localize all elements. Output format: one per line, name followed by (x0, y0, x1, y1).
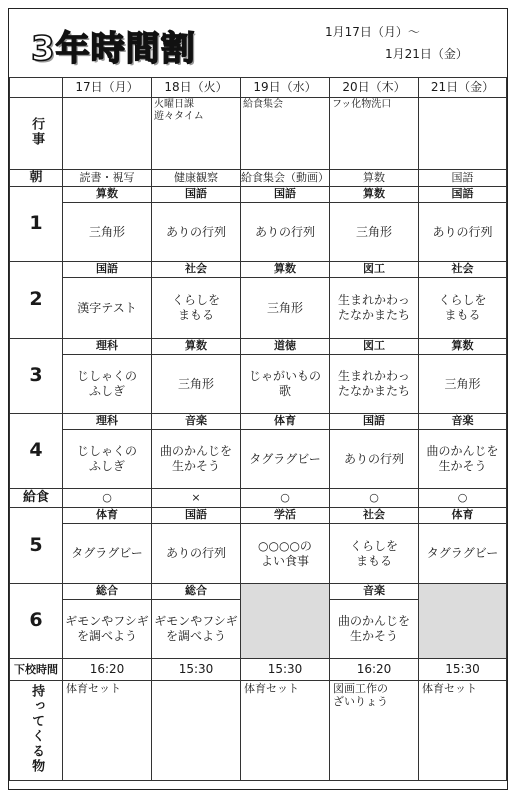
date-range-end: 1月21日（金） (385, 47, 468, 61)
lesson-content: じしゃくの ふしぎ (76, 369, 137, 399)
row-label-morning (10, 170, 63, 187)
subject-label: 算数 (241, 262, 329, 278)
row-label-morning-text: 朝 (29, 170, 43, 185)
lesson-content: ありの行列 (432, 224, 493, 239)
period-cell (330, 414, 419, 489)
lesson-content: 曲のかんじを 生かそう (337, 614, 410, 644)
morning-cell: 国語 (419, 170, 507, 187)
subject-label: 国語 (330, 414, 418, 430)
period-cell-body (152, 339, 240, 413)
row-label-bring-text: 持ってくる物 (29, 683, 45, 774)
period-cell (63, 508, 152, 584)
subject-label: 算数 (330, 187, 418, 203)
lesson-content: じしゃくの ふしぎ (76, 444, 137, 474)
table-row (10, 659, 507, 681)
subject-label: 音楽 (419, 414, 506, 430)
period-cell (419, 584, 507, 659)
period-cell (241, 262, 330, 339)
period-cell (63, 414, 152, 489)
row-label-p3-text: 3 (29, 364, 43, 387)
subject-label: 国語 (241, 187, 329, 203)
row-label-bring (10, 681, 63, 781)
lesson-content: くらしを まもる (349, 538, 398, 568)
event-cell: 給食集会 (241, 98, 330, 170)
subject-label: 理科 (63, 414, 151, 430)
subject-label: 音楽 (152, 414, 240, 430)
table-row (10, 262, 507, 339)
period-cell-body (63, 584, 151, 658)
morning-cell: 算数 (330, 170, 419, 187)
period-cell (330, 339, 419, 414)
row-label-p5-text: 5 (29, 533, 43, 556)
lesson-content: 三角形 (266, 300, 303, 315)
subject-label: 総合 (152, 584, 240, 600)
period-cell-body (330, 339, 418, 413)
day-header: 17日（月） (63, 78, 152, 98)
row-label-p6 (10, 584, 63, 659)
lesson-content: 曲のかんじを 生かそう (159, 444, 232, 474)
subject-label: 図工 (330, 262, 418, 278)
corner-cell (10, 78, 63, 98)
day-header: 19日（水） (241, 78, 330, 98)
period-cell (419, 339, 507, 414)
period-cell (152, 339, 241, 414)
subject-label: 国語 (63, 262, 151, 278)
period-cell-body (330, 414, 418, 488)
lesson-content: タグラグビー (249, 451, 321, 466)
bring-cell: 体育セット (63, 681, 152, 781)
lesson-content: 曲のかんじを 生かそう (426, 444, 499, 474)
period-cell (152, 584, 241, 659)
lesson-content: ギモンやフシギ を調べよう (65, 614, 149, 644)
period-cell-body (63, 187, 151, 261)
lesson-content: くらしを まもる (171, 293, 220, 323)
morning-cell: 読書・視写 (63, 170, 152, 187)
lesson-content: じゃがいもの 歌 (248, 369, 321, 399)
subject-label: 国語 (419, 187, 506, 203)
period-cell-body (241, 414, 329, 488)
day-header: 21日（金） (419, 78, 507, 98)
period-cell (63, 187, 152, 262)
row-label-p6-text: 6 (29, 609, 43, 632)
dismissal-time: 15:30 (241, 659, 330, 681)
subject-label: 体育 (419, 508, 506, 524)
lesson-content: ありの行列 (343, 451, 404, 466)
table-row (10, 681, 507, 781)
period-cell-body (63, 508, 151, 583)
bring-cell: 体育セット (241, 681, 330, 781)
lesson-content: ありの行列 (254, 224, 315, 239)
period-cell (330, 584, 419, 659)
period-cell (419, 262, 507, 339)
period-cell-body (330, 584, 418, 658)
subject-label: 社会 (419, 262, 506, 278)
lunch-cell: ○ (419, 489, 507, 508)
row-label-lunch-text: 給食 (22, 490, 49, 506)
period-cell (241, 339, 330, 414)
lesson-content: 三角形 (177, 376, 214, 391)
period-cell-body (330, 187, 418, 261)
lesson-content: くらしを まもる (438, 293, 487, 323)
table-row (10, 98, 507, 170)
period-cell (330, 508, 419, 584)
period-cell (63, 262, 152, 339)
event-cell (63, 98, 152, 170)
dismissal-time: 15:30 (419, 659, 507, 681)
period-cell (419, 187, 507, 262)
period-cell (63, 584, 152, 659)
period-cell (152, 414, 241, 489)
row-label-p1-text: 1 (29, 212, 43, 235)
period-cell-body (330, 262, 418, 338)
bring-cell (152, 681, 241, 781)
subject-label: 道徳 (241, 339, 329, 355)
lunch-cell: ○ (330, 489, 419, 508)
period-cell-body (241, 584, 329, 658)
bring-cell: 図画工作の ざいりょう (330, 681, 419, 781)
header (9, 9, 506, 77)
row-label-p4 (10, 414, 63, 489)
subject-label: 総合 (63, 584, 151, 600)
lesson-content: 三角形 (88, 224, 125, 239)
subject-label: 音楽 (330, 584, 418, 600)
period-cell-body (241, 339, 329, 413)
table-row (10, 414, 507, 489)
table-row (10, 489, 507, 508)
bring-cell: 体育セット (419, 681, 507, 781)
row-label-dismissal-text: 下校時間 (14, 662, 58, 676)
period-cell-body (63, 262, 151, 338)
row-label-p3 (10, 339, 63, 414)
day-header: 20日（木） (330, 78, 419, 98)
morning-cell: 給食集会（動画） (241, 170, 330, 187)
row-label-p5 (10, 508, 63, 584)
lesson-content: 三角形 (355, 224, 392, 239)
row-label-lunch (10, 489, 63, 508)
period-cell-body (241, 187, 329, 261)
subject-label (419, 584, 506, 599)
event-cell: フッ化物洗口 (330, 98, 419, 170)
row-label-p4-text: 4 (29, 439, 43, 462)
lunch-cell: ○ (241, 489, 330, 508)
period-cell (241, 584, 330, 659)
period-cell-body (330, 508, 418, 583)
lesson-content: ○○○○の よい食事 (258, 538, 312, 568)
period-cell-body (419, 508, 506, 583)
row-label-dismissal (10, 659, 63, 681)
period-cell (330, 262, 419, 339)
period-cell-body (152, 262, 240, 338)
day-header: 18日（火） (152, 78, 241, 98)
lunch-cell: × (152, 489, 241, 508)
subject-label: 体育 (63, 508, 151, 524)
lesson-content: 生まれかわっ たなかまたち (337, 293, 410, 323)
lunch-cell: ○ (63, 489, 152, 508)
period-cell (241, 508, 330, 584)
lesson-content: 三角形 (444, 376, 481, 391)
period-cell (152, 508, 241, 584)
period-cell-body (241, 262, 329, 338)
subject-label: 国語 (152, 187, 240, 203)
lesson-content: タグラグビー (71, 546, 143, 561)
subject-label: 体育 (241, 414, 329, 430)
period-cell (241, 414, 330, 489)
period-cell-body (152, 187, 240, 261)
period-cell-body (419, 187, 506, 261)
timetable (9, 77, 507, 781)
page-title: 3年時間割 (31, 29, 196, 69)
subject-label: 社会 (152, 262, 240, 278)
row-label-events-text: 行事 (29, 116, 45, 147)
event-cell: 火曜日課 遊々タイム (152, 98, 241, 170)
lesson-content (419, 599, 506, 658)
period-cell-body (152, 584, 240, 658)
period-cell-body (63, 339, 151, 413)
period-cell-body (419, 414, 506, 488)
subject-label: 算数 (152, 339, 240, 355)
event-cell (419, 98, 507, 170)
table-row (10, 78, 507, 98)
subject-label: 国語 (152, 508, 240, 524)
table-row (10, 339, 507, 414)
lesson-content: ありの行列 (165, 224, 226, 239)
period-cell (330, 187, 419, 262)
table-row (10, 187, 507, 262)
morning-cell: 健康観察 (152, 170, 241, 187)
row-label-p2 (10, 262, 63, 339)
subject-label: 理科 (63, 339, 151, 355)
table-row (10, 584, 507, 659)
period-cell (152, 262, 241, 339)
table-row (10, 508, 507, 584)
lesson-content: 漢字テスト (77, 300, 137, 315)
period-cell (241, 187, 330, 262)
lesson-content: ギモンやフシギ を調べよう (154, 614, 238, 644)
period-cell-body (419, 262, 506, 338)
period-cell-body (419, 339, 506, 413)
lesson-content: 生まれかわっ たなかまたち (337, 369, 410, 399)
lesson-content: ありの行列 (165, 546, 226, 561)
period-cell-body (419, 584, 506, 658)
period-cell (419, 508, 507, 584)
period-cell-body (241, 508, 329, 583)
row-label-events (10, 98, 63, 170)
lesson-content (241, 599, 329, 658)
subject-label (241, 584, 329, 599)
lesson-content: タグラグビー (426, 546, 499, 561)
row-label-p2-text: 2 (29, 288, 43, 311)
table-row (10, 170, 507, 187)
date-range-start: 1月17日（月）～ (325, 25, 420, 39)
dismissal-time: 16:20 (330, 659, 419, 681)
subject-label: 学活 (241, 508, 329, 524)
subject-label: 算数 (419, 339, 506, 355)
subject-label: 図工 (330, 339, 418, 355)
period-cell (63, 339, 152, 414)
timetable-sheet (8, 8, 508, 790)
dismissal-time: 16:20 (63, 659, 152, 681)
period-cell-body (152, 508, 240, 583)
dismissal-time: 15:30 (152, 659, 241, 681)
row-label-p1 (10, 187, 63, 262)
period-cell-body (152, 414, 240, 488)
period-cell (419, 414, 507, 489)
period-cell (152, 187, 241, 262)
subject-label: 社会 (330, 508, 418, 524)
period-cell-body (63, 414, 151, 488)
subject-label: 算数 (63, 187, 151, 203)
